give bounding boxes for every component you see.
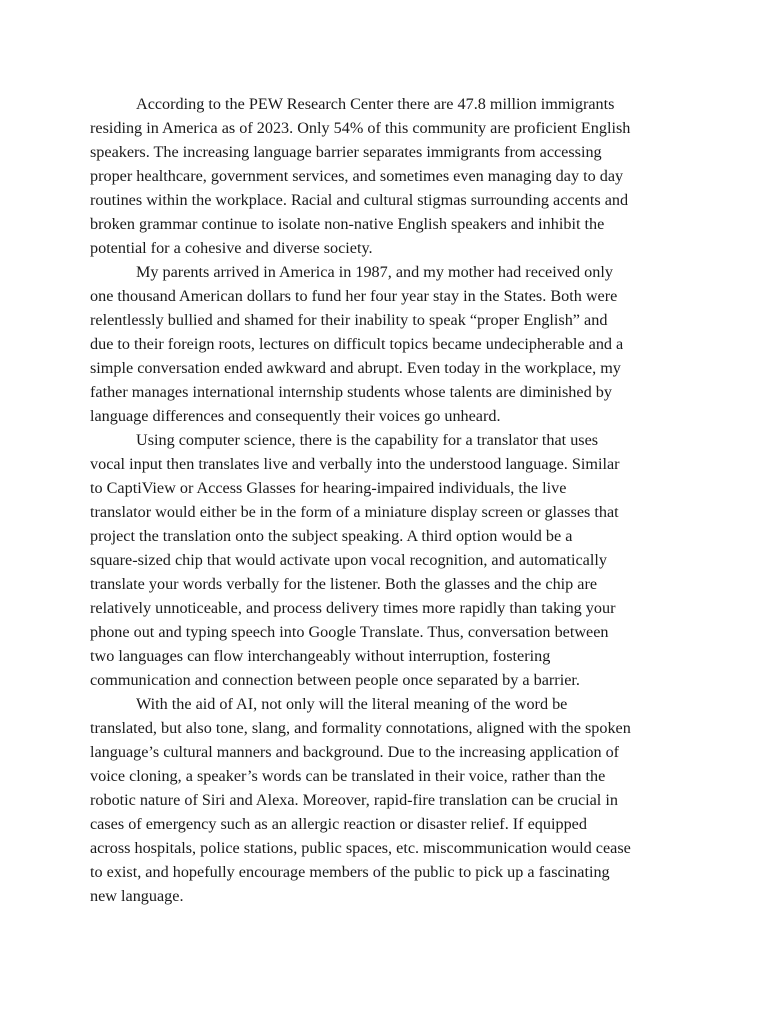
text-line: two languages can flow interchangeably without interruption, fostering (90, 647, 551, 665)
text-line: simple conversation ended awkward and abrupt. Even today in the workplace, my (90, 359, 621, 377)
text-line: speakers. The increasing language barrier separates immigrants from accessing (90, 143, 602, 161)
text-line: square-sized chip that would activate upon vocal recognition, and automatically (90, 551, 607, 569)
text-line: potential for a cohesive and diverse society. (90, 239, 373, 257)
text-line: language differences and consequently their voices go unheard. (90, 407, 501, 425)
text-line: relentlessly bullied and shamed for their inability to speak “proper English” and (90, 311, 608, 329)
text-line: translated, but also tone, slang, and formality connotations, aligned with the spoken (90, 719, 631, 737)
essay-body (90, 92, 682, 908)
text-line: With the aid of AI, not only will the literal meaning of the word be (136, 695, 568, 713)
text-line: due to their foreign roots, lectures on difficult topics became undecipherable and a (90, 335, 624, 353)
text-line: phone out and typing speech into Google Translate. Thus, conversation between (90, 623, 609, 641)
text-line: new language. (90, 887, 184, 905)
paragraph-2 (90, 260, 682, 428)
text-line: to CaptiView or Access Glasses for hearing-impaired individuals, the live (90, 479, 567, 497)
text-line: project the translation onto the subject speaking. A third option would be a (90, 527, 573, 545)
text-line: language’s cultural manners and background. Due to the increasing application of (90, 743, 620, 761)
text-line: robotic nature of Siri and Alexa. Moreover, rapid-fire translation can be crucial in (90, 791, 618, 809)
text-line: broken grammar continue to isolate non-native English speakers and inhibit the (90, 215, 605, 233)
text-line: Using computer science, there is the capability for a translator that uses (136, 431, 599, 449)
text-line: one thousand American dollars to fund her four year stay in the States. Both were (90, 287, 618, 305)
text-line: father manages international internship students whose talents are diminished by (90, 383, 612, 401)
text-line: routines within the workplace. Racial and cultural stigmas surrounding accents and (90, 191, 629, 209)
text-line: residing in America as of 2023. Only 54% of this community are proficient English (90, 119, 631, 137)
text-line: According to the PEW Research Center there are 47.8 million immigrants (136, 95, 615, 113)
text-line: to exist, and hopefully encourage members of the public to pick up a fascinating (90, 863, 610, 881)
text-line: cases of emergency such as an allergic reaction or disaster relief. If equipped (90, 815, 587, 833)
paragraph-1 (90, 92, 682, 260)
text-line: across hospitals, police stations, public spaces, etc. miscommunication would cease (90, 839, 631, 857)
text-line: My parents arrived in America in 1987, and my mother had received only (136, 263, 613, 281)
text-line: communication and connection between people once separated by a barrier. (90, 671, 580, 689)
paragraph-3 (90, 428, 682, 692)
text-line: proper healthcare, government services, and sometimes even managing day to day (90, 167, 624, 185)
text-line: translator would either be in the form of a miniature display screen or glasses that (90, 503, 619, 521)
text-line: vocal input then translates live and verbally into the understood language. Similar (90, 455, 620, 473)
text-line: relatively unnoticeable, and process delivery times more rapidly than taking your (90, 599, 616, 617)
paragraph-4 (90, 692, 682, 908)
text-line: translate your words verbally for the listener. Both the glasses and the chip are (90, 575, 598, 593)
text-line: voice cloning, a speaker’s words can be translated in their voice, rather than the (90, 767, 606, 785)
